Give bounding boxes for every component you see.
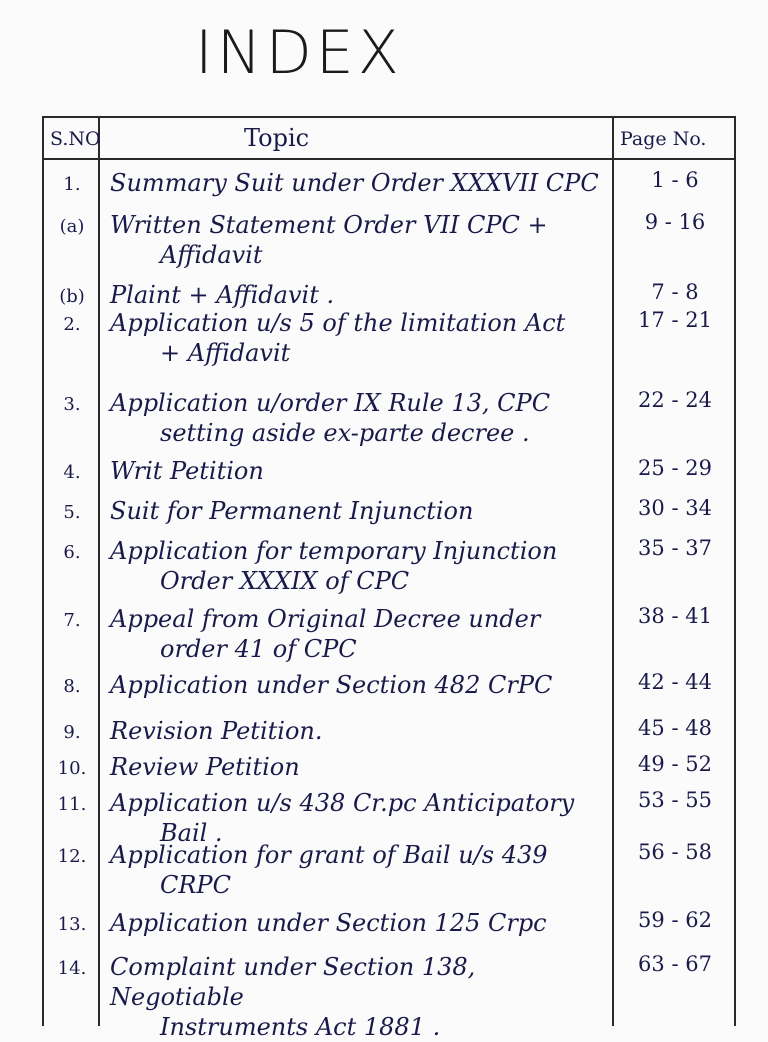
topic-continuation: Affidavit [160,241,263,269]
row-pages: 59 - 62 [638,908,712,932]
row-pages: 38 - 41 [638,604,712,628]
row-sno: 12. [57,846,87,867]
topic-line: Application u/s 438 Cr.pc Anticipatory [110,789,575,817]
topic-line: Application u/order IX Rule 13, CPC [110,389,551,417]
row-topic [110,670,610,700]
topic-continuation: order 41 of CPC [160,635,357,663]
header-divider [44,158,734,160]
row-sno: (b) [59,286,85,307]
topic-line: Review Petition [110,753,300,781]
row-pages: 30 - 34 [638,496,712,520]
row-pages: 9 - 16 [644,210,706,234]
topic-continuation: CRPC [160,871,231,899]
row-topic [110,388,610,448]
row-sno: 1. [63,174,81,195]
row-topic [110,604,610,664]
row-pages: 22 - 24 [638,388,712,412]
row-pages: 25 - 29 [638,456,712,480]
row-pages: 49 - 52 [638,752,712,776]
row-topic [110,788,610,848]
row-topic [110,308,610,368]
topic-line: Writ Petition [110,457,264,485]
topic-continuation: Order XXXIX of CPC [160,567,410,595]
topic-continuation: setting aside ex-parte decree . [160,419,530,447]
row-pages: 63 - 67 [638,952,712,976]
topic-line: Appeal from Original Decree under [110,605,541,633]
row-topic [110,908,610,938]
header-topic: Topic [244,124,310,152]
row-sno: 2. [63,314,81,335]
header-page: Page No. [620,128,707,150]
row-pages: 35 - 37 [638,536,712,560]
row-sno: 11. [57,794,87,815]
topic-line: Complaint under Section 138, Negotiable [110,953,476,1011]
row-sno: 14. [57,958,87,979]
topic-continuation: Bail . [160,819,223,847]
row-sno: (a) [59,216,85,237]
row-topic [110,536,610,596]
page-title: INDEX [195,18,403,88]
topic-line: Application under Section 482 CrPC [110,671,553,699]
row-sno: 4. [63,462,81,483]
row-topic [110,752,610,782]
topic-line: Summary Suit under Order XXXVII CPC [110,169,599,197]
row-sno: 6. [63,542,81,563]
row-topic [110,456,610,486]
column-divider [98,118,100,1026]
topic-line: Plaint + Affidavit . [110,281,335,309]
topic-line: Application for grant of Bail u/s 439 [110,841,548,869]
row-sno: 5. [63,502,81,523]
index-table [42,116,736,1041]
header-sno: S.NO [50,128,101,150]
topic-line: Suit for Permanent Injunction [110,497,474,525]
row-topic [110,496,610,526]
row-sno: 8. [63,676,81,697]
row-topic [110,840,610,900]
row-pages: 7 - 8 [651,280,699,304]
topic-line: Written Statement Order VII CPC + [110,211,548,239]
row-topic [110,716,610,746]
topic-line: Application u/s 5 of the limitation Act [110,309,566,337]
row-sno: 9. [63,722,81,743]
topic-continuation: + Affidavit [160,339,291,367]
row-pages: 53 - 55 [638,788,712,812]
row-pages: 56 - 58 [638,840,712,864]
topic-line: Application under Section 125 Crpc [110,909,547,937]
row-sno: 13. [57,914,87,935]
row-topic [110,168,610,198]
topic-line: Application for temporary Injunction [110,537,558,565]
topic-line: Revision Petition. [110,717,323,745]
row-topic [110,210,610,270]
row-sno: 10. [57,758,87,779]
column-divider [612,118,614,1026]
row-pages: 42 - 44 [638,670,712,694]
topic-continuation: Instruments Act 1881 . [160,1013,441,1041]
row-pages: 17 - 21 [638,308,712,332]
row-pages: 1 - 6 [651,168,699,192]
row-pages: 45 - 48 [638,716,712,740]
row-sno: 3. [63,394,81,415]
row-sno: 7. [63,610,81,631]
row-topic [110,280,610,310]
row-topic [110,952,610,1042]
